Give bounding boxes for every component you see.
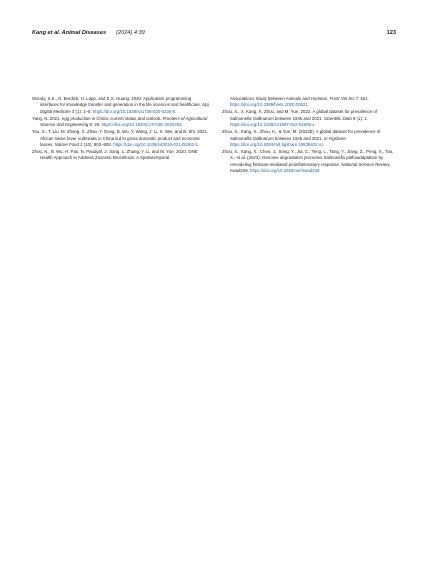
reference-text: Zhou, K., B. Wu, H. Pan, N. Paudyal, J. Jiang, L. Zhang, Y. Li, and M. Yue. 2020. ONE Health Approach to Address Zoonotic Brucellosis: A Spatiotemporal [32, 149, 198, 161]
reference-source: In Figshare. [323, 135, 347, 141]
references-left-column [32, 96, 210, 162]
reference-text: Zhou, X., X. Kang, K. Zhou, and M. Yue. 2022. A global dataset for prevalence of Salmonella Gallinarum between 1945 and 2021. [222, 109, 377, 121]
reference-doi-link[interactable]: https://doi.org/10.1038/s41746-020-0235-5. [92, 108, 177, 114]
reference-entry [222, 109, 398, 128]
reference-details: 2 (10): 802–808. [78, 142, 114, 148]
reference-source: Scientific Data [323, 115, 352, 121]
reference-entry [222, 149, 398, 175]
reference-text: Associations Study Between Animals and Humans. [230, 96, 330, 101]
running-head [32, 30, 145, 37]
reference-doi-link[interactable]: https://doi.org/10.1038/s41597-022-01605-x. [230, 122, 316, 128]
reference-text: You, S., T. Liu, M. Zhang, X. Zhao, Y. Dong, B. Wu, Y. Wang, J. Li, X. Wei, and B. Shi. 2021. African swine fever outbreaks in China led to gross domestic product and economic losses. [32, 129, 209, 148]
reference-source: Npj Digital Medicine [40, 102, 209, 114]
reference-details: 7: 521. [354, 96, 369, 101]
journal-name: Kang et al. Animal Diseases [32, 30, 107, 36]
reference-details: 9 (1): 1. [351, 115, 368, 121]
reference-entry [32, 149, 210, 162]
reference-details: 3 (1): 1–5. [70, 108, 93, 114]
reference-details: 8: 25. [88, 122, 102, 128]
page-header [32, 30, 396, 42]
reference-entry [222, 96, 398, 109]
reference-source: Front Vet Sci [329, 96, 355, 101]
reference-entry [32, 96, 210, 115]
reference-text: Zhou, X., Kang, X., Zhou, K., & Yue, M. (2022b). A global dataset for prevalence of Salmonella Gallinarum between 1945 and 2021. [222, 129, 381, 141]
reference-doi-link[interactable]: https://doi.org/10.3389/fvets.2020.00521. [230, 102, 309, 108]
reference-source: Nature Food [54, 142, 79, 148]
reference-details: nwad228. [230, 168, 251, 174]
references-right-column [222, 96, 398, 175]
volume-info: (2024) 4:39 [116, 30, 145, 36]
reference-entry [222, 129, 398, 148]
reference-entry [32, 116, 210, 129]
reference-doi-link[interactable]: https://doi.org/10.6084/m9.figshare.19539402.v1 [230, 142, 324, 148]
reference-text: Yang, N. 2021. egg production in China: current status and outlook. [32, 115, 163, 121]
reference-text: Zhou, X., Kang, X., Chen, J., Song, Y., Jia, C., Teng, L., Tang, Y., Jiang, Z., Peng, X., Tao, X., et al. (2023). Genome degradation promotes Salmonella pathoadaptation by remodeling fimbriae-mediated proinflammatory response. [222, 149, 394, 167]
reference-text: Woody, S.K., D. Burdick, H. Lapp, and E.S. Huang. 2020. Application programming interfaces for knowledge transfer and generation in the life sciences and healthcare. [32, 96, 203, 108]
reference-source: National Science Review, [341, 161, 391, 167]
reference-doi-link[interactable]: https://doi.org/10.1038/s43016-021-00362-1. [113, 142, 200, 148]
reference-source: Frontiers of Agricultural Science and Engineering [40, 115, 208, 128]
reference-doi-link[interactable]: https://doi.org/10.1093/nsr/nwad228. [250, 168, 321, 174]
reference-entry [32, 129, 210, 148]
reference-doi-link[interactable]: https://doi.org/10.15302/J-FASE-2020363. [101, 122, 183, 128]
page-number: 123 [386, 30, 396, 36]
